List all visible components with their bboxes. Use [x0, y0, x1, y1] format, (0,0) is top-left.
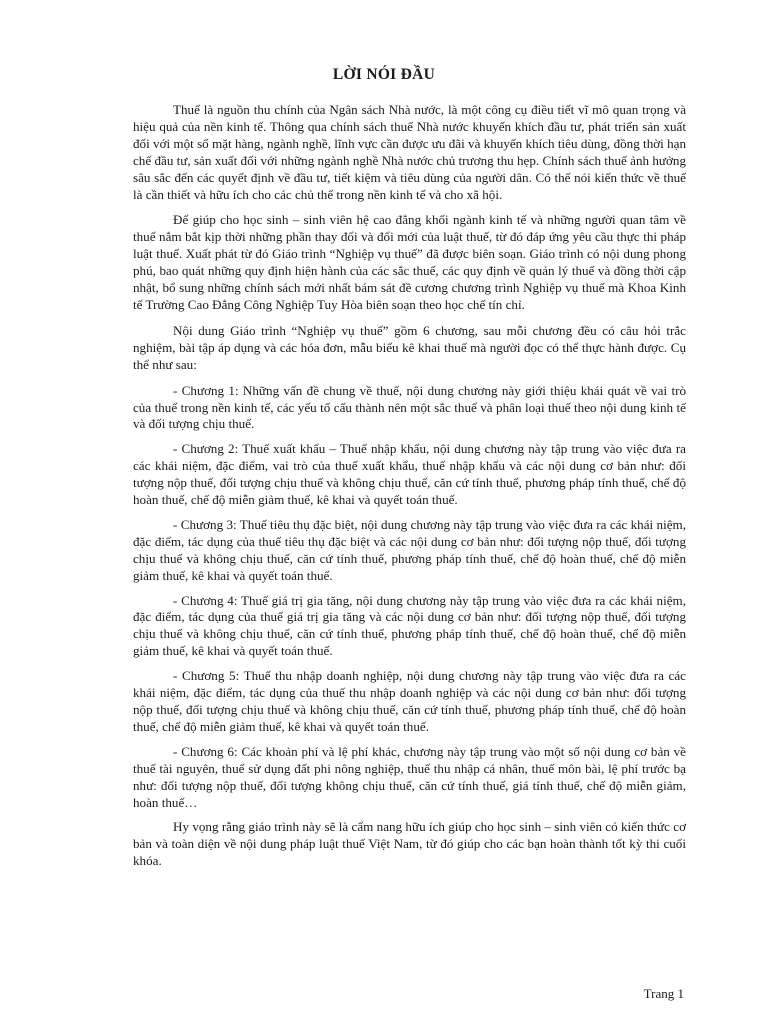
paragraph-chapter-6: - Chương 6: Các khoản phí và lệ phí khác, chương này tập trung vào một số nội dung cơ bản về thuế tài nguyên, thuế sử dụng đất phi nông nghiệp, thuế thu nhập cá nhân, thuế môn bài, lệ phí trước bạ như: đối tượng nộp thuế, đối tượng không chịu thuế, căn cứ tính thuế, giá tính thuế, chế độ miễn giảm, hoàn thuế…: [133, 743, 686, 810]
document-body: [133, 102, 686, 879]
paragraph-closing: Hy vọng rằng giáo trình này sẽ là cẩm nang hữu ích giúp cho học sinh – sinh viên có kiến thức cơ bản và toàn diện về nội dung pháp luật thuế Việt Nam, từ đó giúp cho các bạn hoàn thành tốt kỳ thi cuối khóa.: [133, 819, 686, 869]
paragraph-chapter-3: - Chương 3: Thuế tiêu thụ đặc biệt, nội dung chương này tập trung vào việc đưa ra các khái niệm, đặc điểm, tác dụng của thuế tiêu thụ đặc biệt và các nội dung cơ bản như: đối tượng nộp thuế, đối tượng chịu thuế và không chịu thuế, căn cứ tính thuế, phương pháp tính thuế, chế độ hoàn thuế, chế độ miễn giảm thuế, kê khai và quyết toán thuế.: [133, 516, 686, 583]
page-title: LỜI NÓI ĐẦU: [332, 66, 436, 83]
paragraph-chapter-5: - Chương 5: Thuế thu nhập doanh nghiệp, nội dung chương này tập trung vào việc đưa ra các khái niệm, đặc điểm, tác dụng của thuế thu nhập doanh nghiệp và các nội dung cơ bản như: đối tượng nộp thuế, đối tượng chịu thuế và không chịu thuế, căn cứ tính thuế, phương pháp tính thuế, chế độ hoàn thuế, chế độ miễn giảm thuế, kê khai và quyết toán thuế.: [133, 668, 686, 734]
paragraph-chapter-1: - Chương 1: Những vấn đề chung về thuế, nội dung chương này giới thiệu khái quát về vai trò của thuế trong nền kinh tế, các yếu tố cấu thành nên một sắc thuế và phân loại thuế theo nội dung kinh tế và đối tượng chịu thuế.: [133, 382, 686, 432]
paragraph-purpose: Để giúp cho học sinh – sinh viên hệ cao đẳng khối ngành kinh tế và những người quan tâm về thuế nắm bắt kịp thời những phần thay đổi và đổi mới của luật thuế, từ đó đáp ứng yêu cầu thực thi pháp luật thuế. Xuất phát từ đó Giáo trình “Nghiệp vụ thuế” đã được biên soạn. Giáo trình có nội dung phong phú, bao quát những quy định hiện hành của các sắc thuế, các quy định về quản lý thuế và đồng thời cập nhật, bổ sung những chính sách mới nhất bám sát đề cương chương trình Nghiệp vụ thuế mà Khoa Kinh tế Trường Cao Đẳng Công Nghiệp Tuy Hòa biên soạn theo học chế tín chỉ.: [133, 212, 686, 312]
paragraph-chapter-2: - Chương 2: Thuế xuất khẩu – Thuế nhập khẩu, nội dung chương này tập trung vào việc đưa ra các khái niệm, đặc điểm, vai trò của thuế xuất khẩu, thuế nhập khẩu và các nội dung cơ bản như: đối tượng nộp thuế, đối tượng chịu thuế và không chịu thuế, căn cứ tính thuế, phương pháp tính thuế, chế độ hoàn thuế, chế độ miễn giảm thuế, kê khai và quyết toán thuế.: [133, 441, 686, 508]
paragraph-chapter-4: - Chương 4: Thuế giá trị gia tăng, nội dung chương này tập trung vào việc đưa ra các khái niệm, đặc điểm, tác dụng của thuế giá trị gia tăng và các nội dung cơ bản như: đối tượng nộp thuế, đối tượng chịu thuế và không chịu thuế, căn cứ tính thuế, phương pháp tính thuế, chế độ hoàn thuế, chế độ miễn giảm thuế, kê khai và quyết toán thuế.: [133, 592, 686, 659]
paragraph-intro: Thuế là nguồn thu chính của Ngân sách Nhà nước, là một công cụ điều tiết vĩ mô quan trọng và hiệu quả của nền kinh tế. Thông qua chính sách thuế Nhà nước khuyến khích đầu tư, phát triển sản xuất đối với một số mặt hàng, ngành nghề, lĩnh vực cần được ưu đãi và khuyến khích tiêu dùng, đồng thời hạn chế đầu tư, sản xuất đối với những ngành nghề Nhà nước chủ trương thu hẹp. Chính sách thuế ảnh hưởng sâu sắc đến các quyết định về đầu tư, tiết kiệm và tiêu dùng của người dân. Có thể nói kiến thức về thuế là cần thiết và hữu ích cho các chủ thể trong nền kinh tế và cho xã hội.: [133, 102, 686, 202]
page-number: Trang 1: [643, 986, 684, 1001]
paragraph-contents: Nội dung Giáo trình “Nghiệp vụ thuế” gồm 6 chương, sau mỗi chương đều có câu hỏi trắc nghiệm, bài tập áp dụng và các hóa đơn, mẫu biểu kê khai thuế mà người đọc có thể thực hành được. Cụ thể như sau:: [133, 322, 686, 372]
